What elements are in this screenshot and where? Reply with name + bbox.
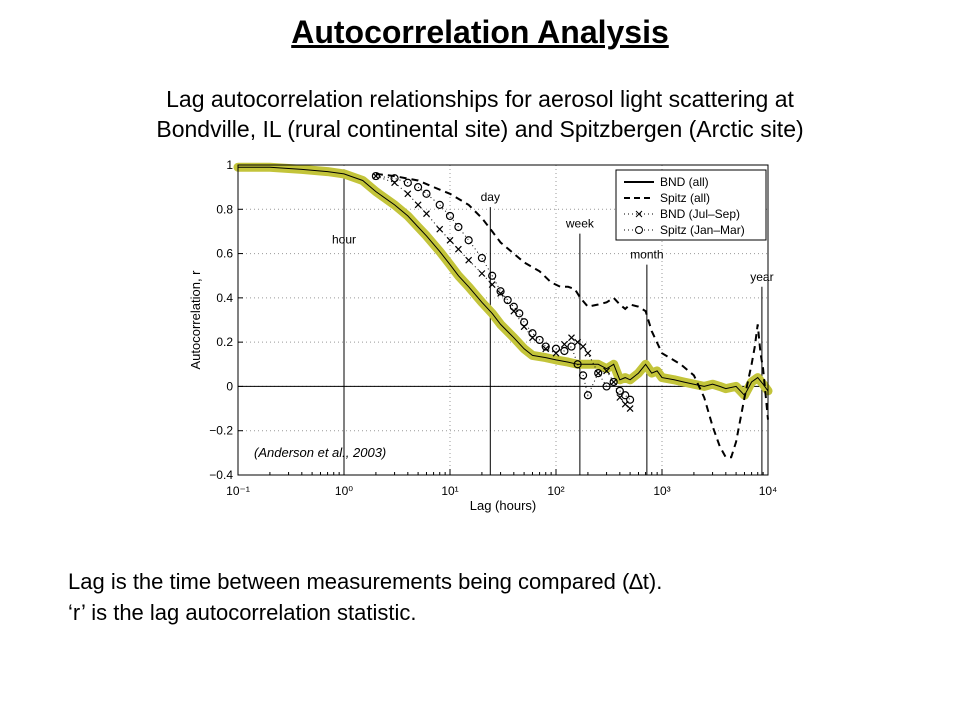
y-tick-label: 1 <box>226 158 233 172</box>
x-tick-label: 10³ <box>653 484 671 498</box>
y-tick-label: −0.2 <box>209 423 233 438</box>
bnd-jul-sep-point <box>479 271 485 277</box>
y-axis-label: Autocorrelation, r <box>188 270 203 370</box>
slide-notes <box>68 566 662 628</box>
bnd-jul-sep-point <box>437 226 443 232</box>
y-tick-label: 0.4 <box>216 290 233 305</box>
bnd-jul-sep-point <box>423 211 429 217</box>
spitz-jan-mar-point <box>436 201 443 208</box>
note-line: ‘r’ is the lag autocorrelation statistic. <box>68 600 417 625</box>
citation: (Anderson et al., 2003) <box>254 445 387 460</box>
x-tick-label: 10⁻¹ <box>226 484 250 498</box>
spitz-jan-mar-point <box>568 343 575 350</box>
legend-label: BND (all) <box>660 175 709 189</box>
subtitle-line: Bondville, IL (rural continental site) and Spitzbergen (Arctic site) <box>156 116 804 142</box>
x-axis-label: Lag (hours) <box>469 498 537 513</box>
y-tick-label: −0.4 <box>209 468 233 482</box>
bnd-jul-sep-point <box>466 257 472 263</box>
bnd-jul-sep-point <box>580 344 586 350</box>
bnd-jul-sep-point <box>405 191 411 197</box>
bnd-jul-sep-point <box>561 341 567 347</box>
y-tick-label: 0 <box>226 379 233 394</box>
spitz-jan-mar-point <box>529 330 536 337</box>
bnd-jul-sep-point <box>585 350 591 356</box>
spitz-jan-mar-point <box>415 184 422 191</box>
x-tick-label: 10⁴ <box>758 484 778 498</box>
spitz-jan-mar-point <box>510 303 517 310</box>
note-line: Lag is the time between measurements being compared (∆t). <box>68 569 663 594</box>
legend <box>616 170 766 240</box>
series-bnd-jul-sep-line <box>376 176 630 409</box>
legend-o-marker <box>636 227 643 234</box>
x-tick-label: 10¹ <box>441 484 459 498</box>
legend-label: Spitz (Jan–Mar) <box>660 223 745 237</box>
spitz-jan-mar-point <box>478 255 485 262</box>
y-tick-label: 0.2 <box>216 335 233 350</box>
spitz-jan-mar-point <box>627 396 634 403</box>
x-tick-label: 10⁰ <box>334 484 354 498</box>
slide-title: Autocorrelation Analysis <box>291 14 669 50</box>
y-tick-label: 0.6 <box>216 246 233 261</box>
bnd-jul-sep-point <box>447 237 453 243</box>
bnd-jul-sep-point <box>455 246 461 252</box>
y-tick-label: 0.8 <box>216 202 233 217</box>
spitz-jan-mar-point <box>465 237 472 244</box>
legend-label: BND (Jul–Sep) <box>660 207 741 221</box>
slide-subtitle <box>80 84 880 144</box>
marker-label-hour: hour <box>331 232 357 247</box>
bnd-jul-sep-point <box>627 406 633 412</box>
marker-label-month: month <box>630 247 664 262</box>
marker-label-week: week <box>565 216 594 231</box>
bnd-jul-sep-point <box>568 335 574 341</box>
marker-label-year: year <box>750 269 774 284</box>
spitz-jan-mar-point <box>423 190 430 197</box>
marker-label-day: day <box>480 190 500 205</box>
x-tick-label: 10² <box>547 484 565 498</box>
bnd-jul-sep-point <box>415 202 421 208</box>
subtitle-line: Lag autocorrelation relationships for aerosol light scattering at <box>166 86 794 112</box>
autocorrelation-chart <box>180 150 780 520</box>
legend-label: Spitz (all) <box>660 191 711 205</box>
